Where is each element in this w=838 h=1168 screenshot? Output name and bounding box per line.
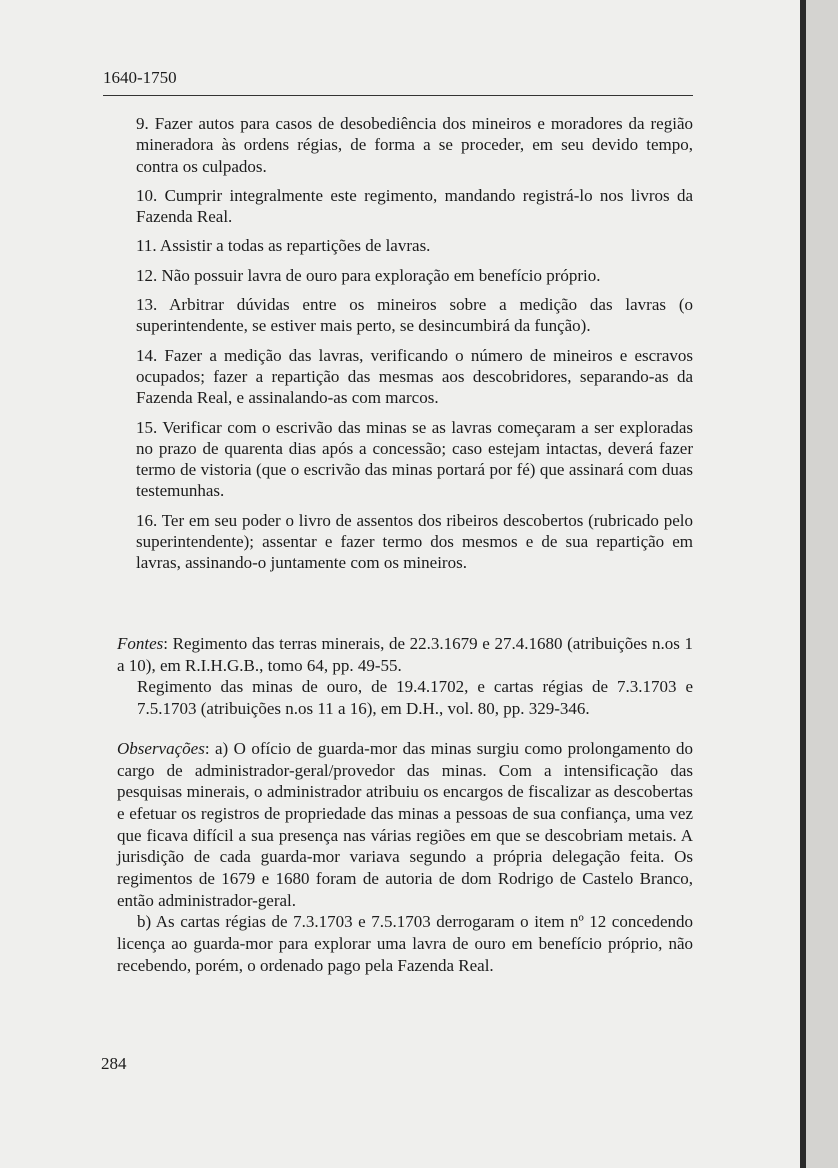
observation-b: b) As cartas régias de 7.3.1703 e 7.5.1703 derrogaram o item nº 12 concedendo licença ao guarda-mor para explorar uma lavra de ouro em benefício próprio, não recebendo, porém, o ordenado pago pela Fazenda Real. [117, 912, 693, 975]
observations-label: Observações [117, 738, 205, 758]
duties-list [136, 113, 693, 582]
list-item: 9. Fazer autos para casos de desobediência dos mineiros e moradores da região mineradora às ordens régias, de forma a se proceder, em seu devido tempo, contra os culpados. [136, 114, 693, 176]
sources-text-1: Regimento das terras minerais, de 22.3.1679 e 27.4.1680 (atribuições n.os 1 a 10), em R.I.H.G.B., tomo 64, pp. 49-55. [117, 634, 693, 675]
page-number: 284 [101, 1054, 127, 1073]
list-item: 12. Não possuir lavra de ouro para exploração em benefício próprio. [136, 265, 601, 285]
list-item: 13. Arbitrar dúvidas entre os mineiros sobre a medição das lavras (o superintendente, se estiver mais perto, se desincumbirá da função). [136, 295, 693, 336]
header-rule [103, 95, 693, 96]
observations-block: Observações: a) O ofício de guarda-mor das minas surgiu como prolongamento do cargo de administrador-geral/provedor das minas. Com a intensificação das pesquisas minerais, o administrador atribuiu os encargos de fiscalizar as descobertas e efetuar os registros de propriedade das minas a pessoas de sua confiança, uma vez que ficava difícil a sua presença nas várias regiões em que se descobriam metais. A jurisdição de cada guarda-mor variava segundo a própria delegação feita. Os regimentos de 1679 e 1680 foram de autoria de dom Rodrigo de Castelo Branco, então administrador-geral. b) As cartas régias de 7.3.1703 e 7.5.1703 derrogaram o item nº 12 concedendo licença ao guarda-mor para explorar uma lavra de ouro em benefício próprio, não recebendo, porém, o ordenado pago pela Fazenda Real. [117, 738, 693, 975]
sources-block: Fontes: Regimento das terras minerais, de 22.3.1679 e 27.4.1680 (atribuições n.os 1 a 10), em R.I.H.G.B., tomo 64, pp. 49-55. Regimento das minas de ouro, de 19.4.1702, e cartas régias de 7.3.1703 e 7.5.1703 (atribuições n.os 11 a 16), em D.H., vol. 80, pp. 329-346. [117, 634, 693, 719]
list-item: 14. Fazer a medição das lavras, verificando o número de mineiros e escravos ocupados; fazer a repartição das mesmas aos descobridores, separando-as da Fazenda Real, e assinalando-as com marcos. [136, 345, 693, 408]
list-item: 11. Assistir a todas as repartições de lavras. [136, 236, 431, 256]
page-edge [800, 0, 838, 1168]
list-item: 10. Cumprir integralmente este regimento, mandando registrá-lo nos livros da Fazenda Real. [136, 185, 693, 227]
list-item: 16. Ter em seu poder o livro de assentos dos ribeiros descobertos (rubricado pelo superintendente); assentar e fazer termo dos mesmos e de sua repartição em lavras, assinando-o juntamente com os mineiros. [136, 510, 693, 573]
observation-a: a) O ofício de guarda-mor das minas surgiu como prolongamento do cargo de administrador-geral/provedor das minas. Com a intensificação das pesquisas minerais, o administrador atribuiu os encargos de fiscalizar as descobertas e efetuar os registros de propriedade das minas a pessoas de sua confiança, uma vez que ficava difícil a sua presença nas várias regiões em que se descobriam metais. A jurisdição de cada guarda-mor variava segundo a própria delegação feita. Os regimentos de 1679 e 1680 foram de autoria de dom Rodrigo de Castelo Branco, então administrador-geral. [117, 738, 693, 910]
notes-section [117, 633, 693, 995]
sources-label: Fontes [117, 634, 164, 653]
sources-text-2: Regimento das minas de ouro, de 19.4.1702, e cartas régias de 7.3.1703 e 7.5.1703 (atribuições n.os 11 a 16), em D.H., vol. 80, pp. 329-346. [137, 677, 693, 719]
list-item: 15. Verificar com o escrivão das minas se as lavras começaram a ser exploradas no prazo de quarenta dias após a concessão; caso estejam intactas, deverá fazer termo de vistoria (que o escrivão das minas portará por fé) que assinará com duas testemunhas. [136, 417, 693, 501]
running-header: 1640-1750 [103, 68, 177, 87]
